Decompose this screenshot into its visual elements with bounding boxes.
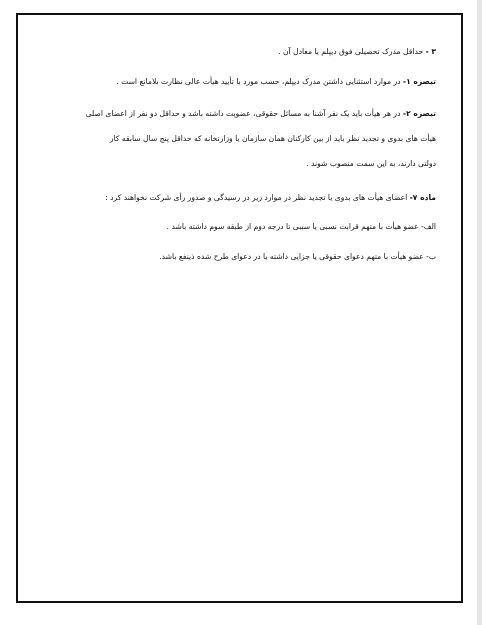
article-7-line <box>105 192 436 203</box>
clause-text: حداقل مدرک تحصیلی فوق دیپلم یا معادل آن . <box>278 47 426 56</box>
item-be-line <box>159 251 436 262</box>
clause-number: ۳ - <box>425 47 436 56</box>
scrollbar[interactable] <box>477 0 482 625</box>
article-label: ماده ۷- <box>409 193 436 202</box>
article-text: اعضای هیأت های بدوی یا تجدید نظر در موارد زیر در رسیدگی و صدور رأی شرکت نخواهند کرد : <box>105 193 410 202</box>
note-2-line-3 <box>306 158 436 169</box>
note-label: تبصره ۲- <box>402 109 436 118</box>
note-text: در موارد استثنایی داشتن مدرک دیپلم، حسب مورد با تأیید هیأت عالی نظارت بلامانع است . <box>116 77 403 86</box>
item-alef-line <box>167 221 436 232</box>
note-1-line <box>116 76 436 87</box>
item-text: ب- عضو هیأت با متهم دعوای حقوقی یا جزایی داشته یا در دعوای طرح شده ذینفع باشد. <box>159 252 436 261</box>
note-2-line-2 <box>110 133 436 144</box>
page-border <box>16 13 463 603</box>
note-text: در هر هیأت باید یک نفر آشنا به مسائل حقوقی، عضویت داشته باشد و حداقل دو نفر از اعضای اصلی <box>85 109 403 118</box>
item-text: الف- عضو هیأت با متهم قرابت نسبی یا سببی تا درجه دوم از طبقه سوم داشته باشد . <box>166 222 436 231</box>
note-text: هیأت های بدوی و تجدید نظر باید از بین کارکنان همان سازمان یا وزارتخانه که حداقل پنج سال سابقه کار <box>109 134 436 143</box>
note-text: دولتی دارند، به این سمت منصوب شوند . <box>306 159 436 168</box>
note-2-line-1 <box>86 108 436 119</box>
note-label: تبصره ۱- <box>402 77 436 86</box>
clause-3-line <box>278 46 436 57</box>
